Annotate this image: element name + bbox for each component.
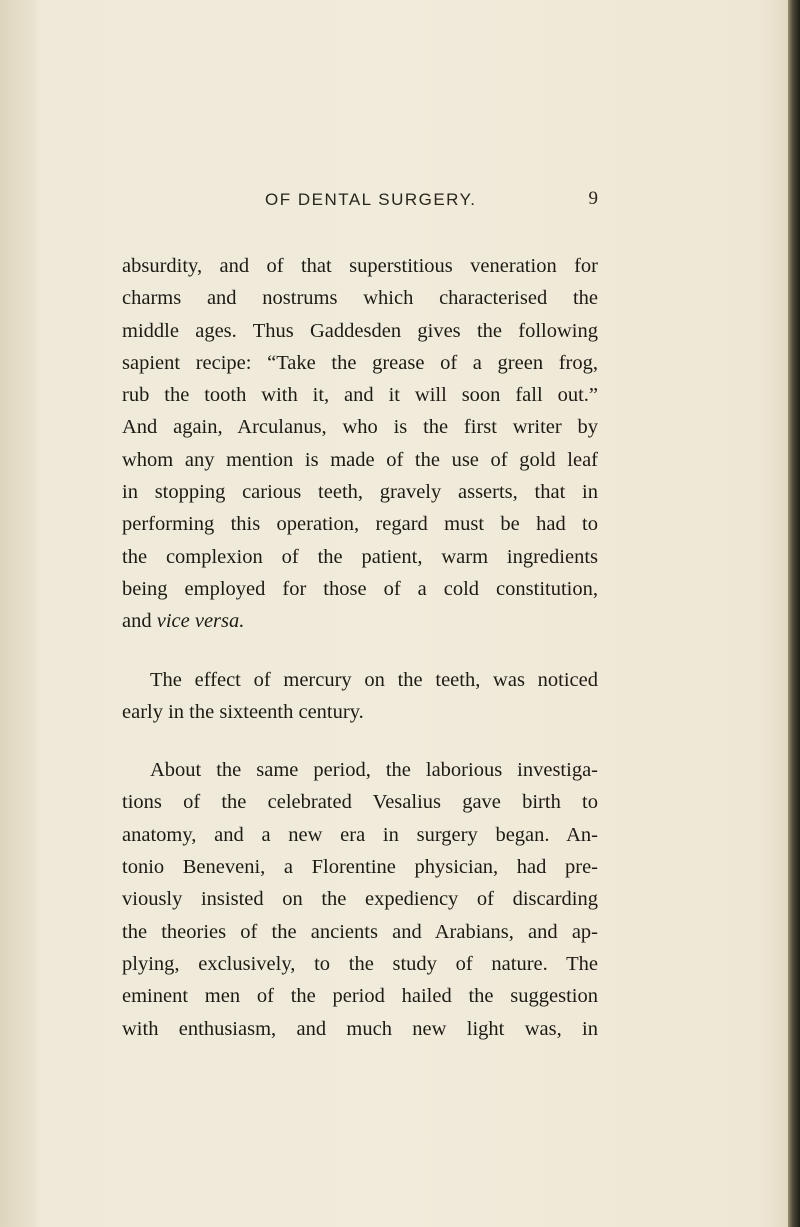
paragraph-gap xyxy=(122,728,598,754)
text-line-last xyxy=(122,605,598,637)
running-head xyxy=(255,190,600,220)
text-line: eminent men of the period hailed the suggestion xyxy=(122,985,598,1008)
text-line: the complexion of the patient, warm ingredients xyxy=(122,545,598,568)
paragraph-3 xyxy=(122,754,598,1045)
text-line: in stopping carious teeth, gravely asserts, that in xyxy=(122,481,598,504)
text-line: the theories of the ancients and Arabians, and ap- xyxy=(122,920,598,943)
text-line: The effect of mercury on the teeth, was noticed xyxy=(150,668,598,691)
text-line: with enthusiasm, and much new light was, in xyxy=(122,1017,598,1040)
text-line: viously insisted on the expediency of discarding xyxy=(122,888,598,911)
italic-phrase: vice versa. xyxy=(156,610,245,633)
text-line: sapient recipe: “Take the grease of a green frog, xyxy=(122,351,598,374)
paragraph-gap xyxy=(122,638,598,664)
text-line: plying, exclusively, to the study of nature. The xyxy=(122,952,598,975)
text-segment: and xyxy=(122,610,157,633)
text-line: whom any mention is made of the use of gold leaf xyxy=(122,448,598,471)
text-line: performing this operation, regard must be had to xyxy=(122,513,598,536)
text-line-last: early in the sixteenth century. xyxy=(122,700,364,723)
running-title: OF DENTAL SURGERY. xyxy=(265,190,477,209)
text-line: anatomy, and a new era in surgery began. An- xyxy=(122,823,598,846)
text-line: rub the tooth with it, and it will soon fall out.” xyxy=(122,384,598,407)
text-line: And again, Arculanus, who is the first writer by xyxy=(122,416,598,439)
text-line: tions of the celebrated Vesalius gave birth to xyxy=(122,791,598,814)
body-text xyxy=(122,250,598,1045)
text-line: middle ages. Thus Gaddesden gives the following xyxy=(122,319,598,342)
text-line: charms and nostrums which characterised the xyxy=(122,287,598,310)
paragraph-1 xyxy=(122,250,598,638)
book-spine-edge xyxy=(788,0,800,1227)
text-line: tonio Beneveni, a Florentine physician, had pre- xyxy=(122,856,598,879)
page-left-edge-shading xyxy=(0,0,40,1227)
text-line: About the same period, the laborious investiga- xyxy=(150,759,598,782)
page-number: 9 xyxy=(588,188,598,209)
text-line: absurdity, and of that superstitious veneration for xyxy=(122,255,598,277)
text-line: being employed for those of a cold constitution, xyxy=(122,577,598,600)
paragraph-2 xyxy=(122,664,598,729)
